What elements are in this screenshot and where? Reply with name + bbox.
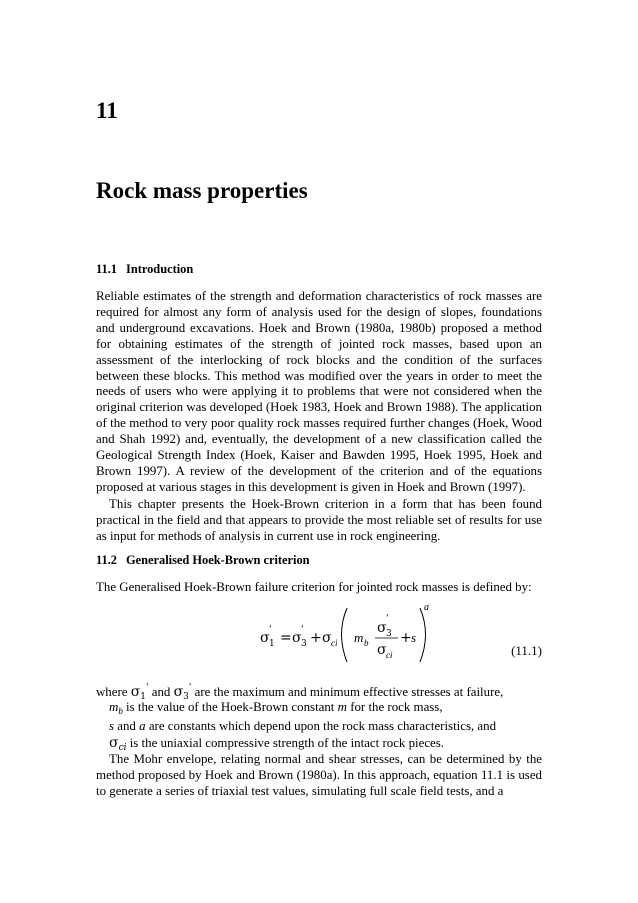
section-number: 11.1 [96,262,117,276]
eq-plus-2: + [400,630,412,646]
eq-prime-1: ' [269,625,272,635]
s-a-definition-line: s and a are constants which depend upon the rock mass characteristics, and [109,719,497,733]
mohr-envelope-paragraph: The Mohr envelope, relating normal and shear stresses, can be determined by the method proposed by Hoek and Brown (1980a). In this approach, equation 11.1 is used to generate a series of triaxial test values, simulating full scale field tests, and a [96,752,542,798]
eq-sigma1: σ [260,630,270,646]
sigma-ci-definition-line: $\sigma_{ci}$ is the uniaxial compressive strength of the intact rock pieces. [109,735,445,753]
eq-s: s [411,630,417,645]
eq-prime-3: ' [386,614,389,624]
eq-mb: m [354,630,364,645]
eq-mb-sub: b [364,638,369,648]
eq-num-sub: 3 [386,629,392,639]
eq-sigma1-sub: 1 [269,639,275,649]
eq-equals: = [280,630,292,646]
eq-sigma-ci-sub: ci [331,638,338,648]
where-line: where $\sigma_1'$ and $\sigma_3'$ are the maximum and minimum effective stresses at failure, [96,683,504,702]
section-number: 11.2 [96,553,117,567]
eq-prime-2: ' [301,625,304,635]
eq-num-sigma: σ [377,620,387,636]
criterion-intro: The Generalised Hoek-Brown failure criterion for jointed rock masses is defined by: [96,580,532,594]
eq-left-paren [342,608,348,662]
mb-definition-line: $m_b$ is the value of the Hoek-Brown constant m for the rock mass, [109,700,443,716]
equation-11-1 [96,600,542,684]
chapter-title: Rock mass properties [96,178,308,203]
eq-right-paren [420,608,426,662]
equation-graphic [96,600,542,684]
eq-exponent: a [424,602,429,613]
eq-plus: + [310,630,322,646]
chapter-number: 11 [96,98,118,123]
section-heading-introduction [96,262,193,277]
eq-den-sigma: σ [377,642,387,658]
intro-paragraph: Reliable estimates of the strength and deformation characteristics of rock masses are required for almost any form of analysis used for the design of slopes, foundations and underground excavations. Hoek and Brown (1980a, 1980b) proposed a method for obtaining estimates of the strength of jointed rock masses, based upon an assessment of the interlocking of rock blocks and the condition of the surfaces between these blocks. This method was modified over the years in order to meet the needs of users who were applying it to problems that were not considered when the original criterion was developed (Hoek 1983, Hoek and Brown 1988). The application of the method to very poor quality rock masses required further changes (Hoek, Wood and Shah 1992) and, eventually, the development of a new classification called the Geological Strength Index (Hoek, Kaiser and Bawden 1995, Hoek 1995, Hoek and Brown 1997). A review of the development of the criterion and of the equations proposed at various stages in this development is given in Hoek and Brown (1997). [96,289,542,494]
equation-number: (11.1) [511,643,542,658]
intro-paragraph-2: This chapter presents the Hoek-Brown criterion in a form that has been found practical in the field and that appears to provide the most reliable set of results for use as input for methods of analysis in current use in rock engineering. [96,497,542,543]
section-title: Introduction [126,262,194,276]
eq-sigma3-sub: 3 [301,639,307,649]
eq-sigma3: σ [292,630,302,646]
eq-den-sub: ci [386,650,393,660]
section-title: Generalised Hoek-Brown criterion [126,553,310,567]
section-heading-criterion [96,553,310,568]
eq-sigma-ci: σ [322,630,332,646]
